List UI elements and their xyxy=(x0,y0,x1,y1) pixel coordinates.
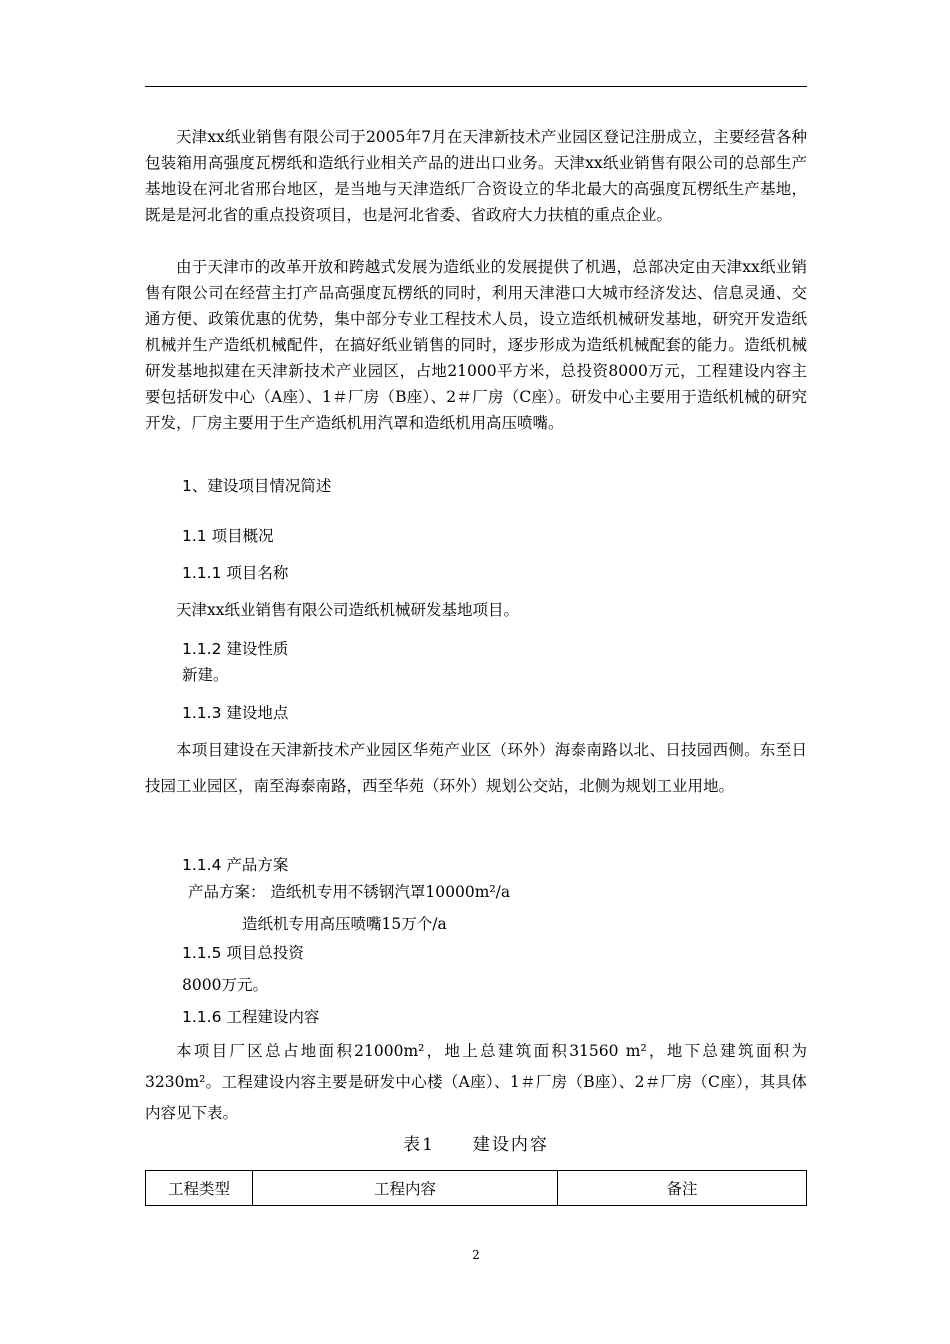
heading-1-1-6: 1.1.6 工程建设内容 xyxy=(182,1008,320,1026)
product-plan-line-2: 造纸机专用高压喷嘴15万个/a xyxy=(242,915,447,933)
intro-paragraph-2: 由于天津市的改革开放和跨越式发展为造纸业的发展提供了机遇，总部决定由天津xx纸业销售有限公司在经营主打产品高强度瓦楞纸的同时，利用天津港口大城市经济发达、信息灵通、交通方便、政策优惠的优势，集中部分专业工程技术人员，设立造纸机械研发基地，研究开发造纸机械并生产造纸机械配件，在搞好纸业销售的同时，逐步形成为造纸机械配套的能力。造纸机械研发基地拟建在天津新技术产业园区，占地21000平方米，总投资8000万元，工程建设内容主要包括研发中心（A座）、1＃厂房（B座）、2＃厂房（C座）。研发中心主要用于造纸机械的研究开发，厂房主要用于生产造纸机用汽罩和造纸机用高压喷嘴。 xyxy=(145,258,807,432)
investment-text: 8000万元。 xyxy=(182,976,268,994)
content-paragraph: 本项目厂区总占地面积21000m²，地上总建筑面积31560 m²，地下总建筑面积为3230m²。工程建设内容主要是研发中心楼（A座）、1＃厂房（B座）、2＃厂房（C座），其具体内容见下表。 xyxy=(145,1042,807,1122)
location-paragraph: 本项目建设在天津新技术产业园区华苑产业区（环外）海泰南路以北、日技园西侧。东至日技园工业园区，南至海泰南路，西至华苑（环外）规划公交站，北侧为规划工业用地。 xyxy=(145,741,807,795)
heading-1-1-5: 1.1.5 项目总投资 xyxy=(182,944,304,962)
table-header-cell: 备注 xyxy=(558,1171,807,1206)
table-header-cell: 工程内容 xyxy=(253,1171,558,1206)
construction-nature-text: 新建。 xyxy=(182,666,229,684)
project-name-text: 天津xx纸业销售有限公司造纸机械研发基地项目。 xyxy=(176,601,519,619)
heading-1-1-2: 1.1.2 建设性质 xyxy=(182,640,289,658)
heading-1-1: 1.1 项目概况 xyxy=(182,527,274,545)
section-heading-1: 1、建设项目情况简述 xyxy=(182,477,332,495)
heading-1-1-3: 1.1.3 建设地点 xyxy=(182,704,289,722)
table-header-cell: 工程类型 xyxy=(146,1171,253,1206)
heading-1-1-4: 1.1.4 产品方案 xyxy=(182,856,289,874)
header-rule xyxy=(145,86,807,87)
table-header-row xyxy=(146,1171,807,1206)
heading-1-1-1: 1.1.1 项目名称 xyxy=(182,564,289,582)
page-number: 2 xyxy=(472,1248,480,1262)
intro-paragraph-1: 天津xx纸业销售有限公司于2005年7月在天津新技术产业园区登记注册成立，主要经营各种包装箱用高强度瓦楞纸和造纸行业相关产品的进出口业务。天津xx纸业销售有限公司的总部生产基地设在河北省邢台地区，是当地与天津造纸厂合资设立的华北最大的高强度瓦楞纸生产基地，既是是河北省的重点投资项目，也是河北省委、省政府大力扶植的重点企业。 xyxy=(145,128,807,224)
construction-table xyxy=(145,1170,807,1206)
product-plan-line-1: 产品方案： 造纸机专用不锈钢汽罩10000m²/a xyxy=(188,883,511,901)
table-caption: 表1 建设内容 xyxy=(403,1135,549,1155)
